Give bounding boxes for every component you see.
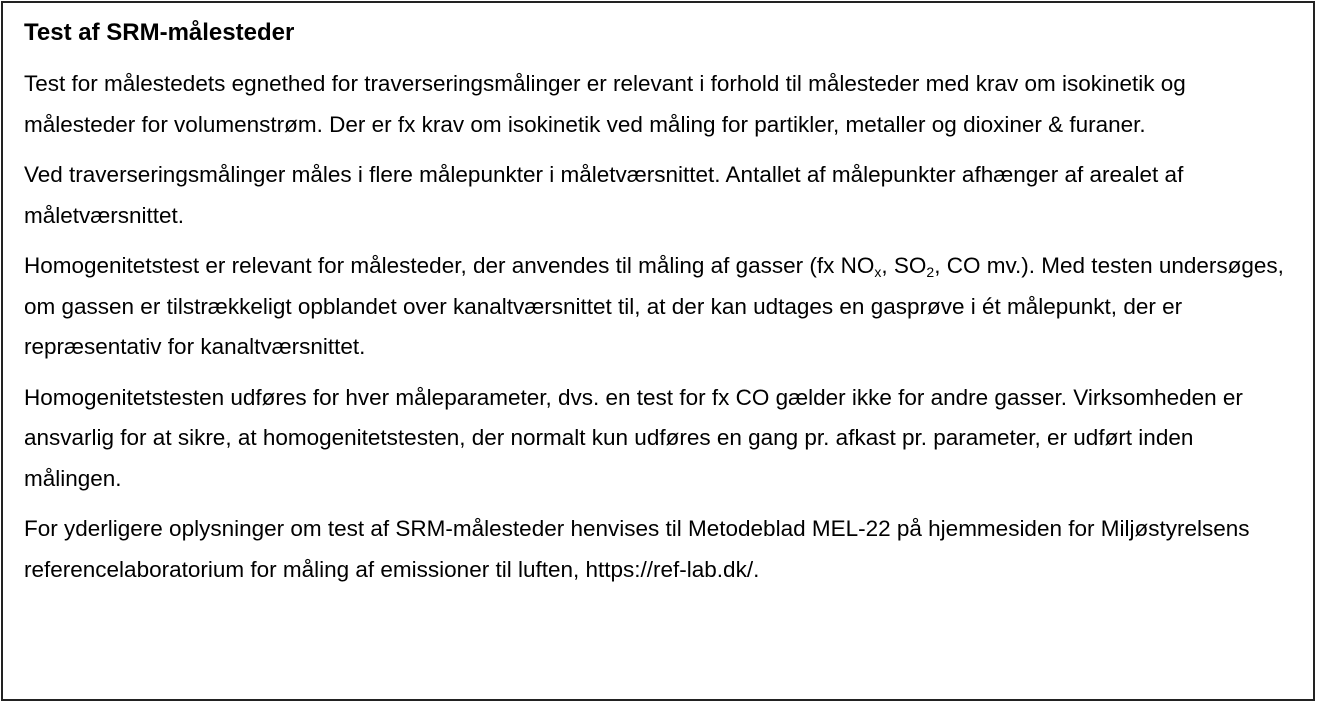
paragraph-homogeneity-responsibility: Homogenitetstesten udføres for hver måleparameter, dvs. en test for fx CO gælder ikke for andre gasser. Virksomheden er ansvarlig for at sikre, at homogenitetstesten, der normalt kun udføres en gang pr. afkast pr. parameter, er udført inden målingen. xyxy=(24,384,1243,491)
homogeneity-text-so: , SO xyxy=(881,253,927,278)
paragraph-measurement-points: Ved traverseringsmålinger måles i flere målepunkter i måletværsnittet. Antallet af målepunkter afhænger af arealet af måletværsnittet. xyxy=(24,162,1184,228)
text-box xyxy=(1,1,1315,701)
section-title: Test af SRM-målesteder xyxy=(24,19,295,46)
paragraph-further-info: For yderligere oplysninger om test af SRM-målesteder henvises til Metodeblad MEL-22 på hjemmesiden for Miljøstyrelsens referencelaboratorium for måling af emissioner til luften, https://ref-lab.dk/. xyxy=(24,516,1250,582)
paragraph-traversing-test: Test for målestedets egnethed for traverseringsmålinger er relevant i forhold til målesteder med krav om isokinetik og målesteder for volumenstrøm. Der er fx krav om isokinetik ved måling for partikler, metaller og dioxiner & furaner. xyxy=(24,71,1186,137)
so2-subscript: 2 xyxy=(926,264,935,280)
homogeneity-text-start: Homogenitetstest er relevant for målesteder, der anvendes til måling af gasser (fx NO xyxy=(24,253,875,278)
homogeneity-text-end: , CO mv.). Med testen undersøges, om gassen er tilstrækkeligt opblandet over kanaltværsnittet til, at der kan udtages en gasprøve i ét målepunkt, der er repræsentativ for kanaltværsnittet. xyxy=(24,253,1284,359)
nox-subscript: x xyxy=(874,264,882,280)
paragraph-homogeneity-test xyxy=(24,246,1295,368)
